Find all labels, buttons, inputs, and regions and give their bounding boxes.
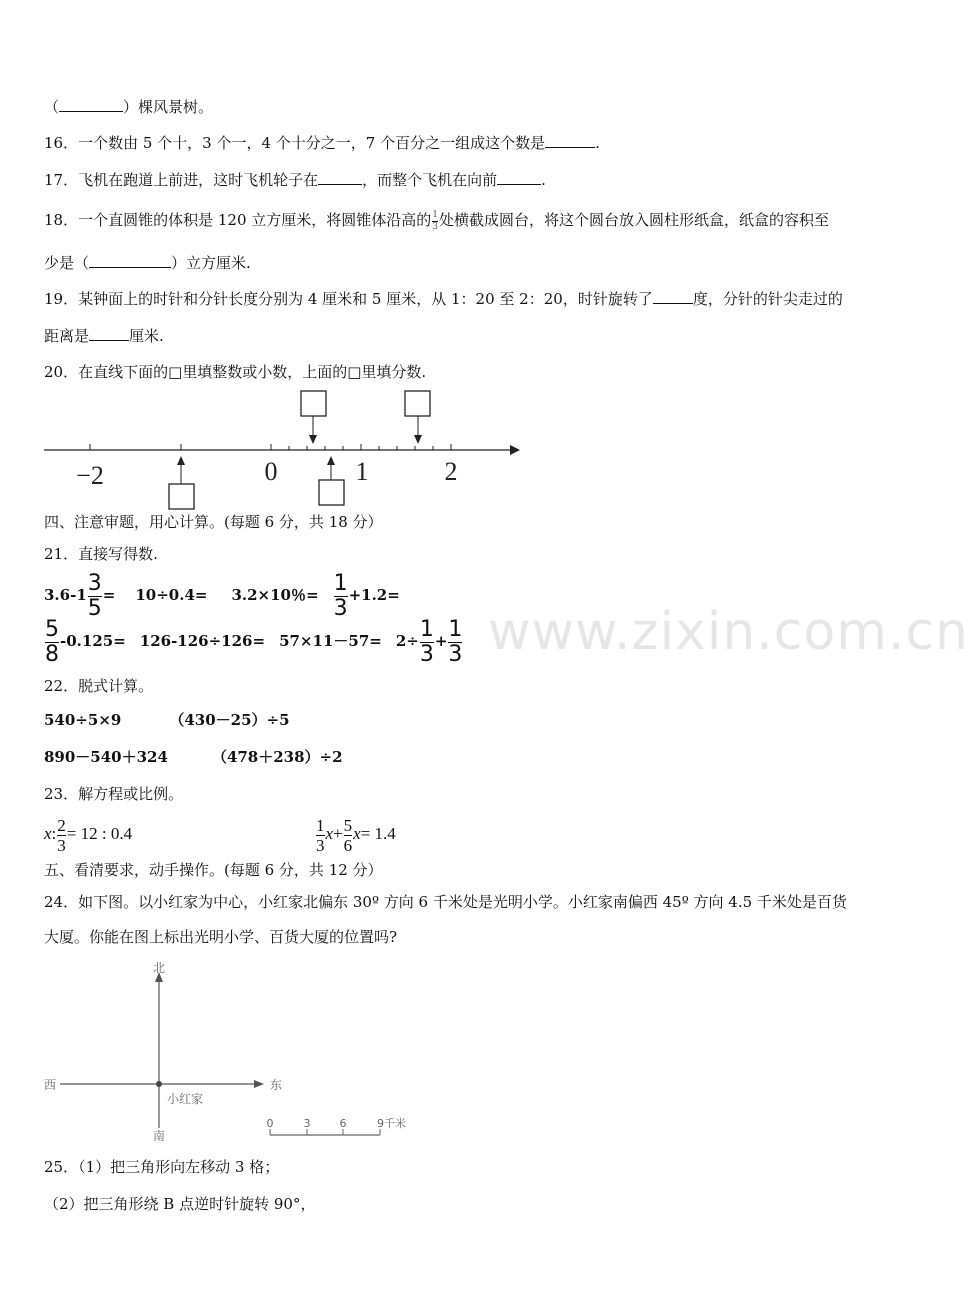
q21-r1-d-frac: [333, 570, 348, 621]
q17-blank-2[interactable]: [497, 170, 541, 185]
q21-r1-a-eq: =: [102, 586, 116, 604]
q25-line1: 25．（1）把三角形向左移动 3 格；: [44, 1158, 280, 1176]
question-23-title: [44, 784, 183, 804]
q17-end: .: [541, 171, 546, 189]
q21-r2-a-frac: [45, 616, 59, 667]
label-east: 东: [270, 1078, 283, 1092]
q15-open: （: [44, 98, 60, 116]
q23-eq2-frac-2: [344, 817, 353, 854]
question-21-title: [44, 544, 158, 564]
q23-eq2-plus: +: [333, 824, 343, 843]
q22-row-2: [44, 747, 343, 767]
q24-line1: 24．如下图。以小红家为中心，小红家北偏东 30º 方向 6 千米处是光明小学。小红家南偏西 45º 方向 4.5 千米处是百货: [44, 893, 847, 911]
center-point: [156, 1081, 162, 1087]
q22-title: 22．脱式计算。: [44, 677, 154, 695]
q16-text: 16．一个数由 5 个十，3 个一，4 个十分之一，7 个百分之一组成这个数是: [44, 134, 546, 152]
arrow-down-head-2: [414, 435, 422, 444]
watermark: www.zixin.com.cn: [488, 602, 969, 662]
q19-line2-a: 距离是: [44, 327, 90, 345]
question-19: [44, 289, 843, 309]
scale-label-3: 3: [303, 1117, 311, 1130]
q19-blank-1[interactable]: [653, 289, 693, 304]
q22-row-1: [44, 710, 290, 730]
q17-part2: ，而整个飞机在向前: [362, 171, 498, 189]
q18-part1: 18．一个直圆锥的体积是 120 立方厘米，将圆锥体沿高的: [44, 211, 432, 229]
q17-blank-1[interactable]: [318, 170, 362, 185]
q21-title: 21．直接写得数.: [44, 545, 158, 563]
q22-e4: （478＋238）÷2: [211, 748, 343, 766]
q23-eq1-colon: :: [51, 824, 57, 843]
q23-eq1-frac: [57, 817, 66, 854]
frac-den: 5: [87, 595, 102, 621]
q21-r1-a: 3.6-1: [44, 586, 87, 604]
q25-line2: （2）把三角形绕 B 点逆时针旋转 90°，: [44, 1195, 316, 1213]
q21-r2-d-pre: 2÷: [395, 632, 419, 650]
frac-den: 8: [45, 641, 59, 667]
question-24-line-1: [44, 892, 847, 912]
frac-num: 1: [448, 616, 463, 642]
frac-den: 3: [333, 595, 348, 621]
section-4-heading: [44, 512, 383, 532]
q23-eq2-x2: x: [353, 824, 361, 843]
east-arrowhead: [254, 1080, 264, 1088]
number-line-arrowhead: [510, 445, 520, 455]
q19-part2: 度，分针的针尖走过的: [692, 290, 843, 308]
q22-e3: 890－540＋324: [44, 748, 168, 766]
q18-part2: 处横截成圆台，将这个圆台放入圆柱形纸盒，纸盒的容积至: [439, 211, 830, 229]
frac-den: 3: [419, 641, 434, 667]
tick-label-1: 1: [355, 457, 369, 486]
q20-text: 20．在直线下面的□里填整数或小数，上面的□里填分数.: [44, 363, 427, 381]
question-19-line2: [44, 326, 164, 346]
q24-line2: 大厦。你能在图上标出光明小学、百货大厦的位置吗?: [44, 928, 398, 946]
q22-e1: 540÷5×9: [44, 711, 122, 729]
question-20: [44, 362, 426, 382]
question-25-line-2: [44, 1194, 315, 1214]
q21-r1-d-rest: +1.2=: [348, 586, 400, 604]
frac-num: 5: [343, 815, 353, 835]
section5-text: 五、看清要求，动手操作。(每题 6 分，共 12 分）: [44, 861, 383, 879]
q23-equation-1: [44, 812, 132, 856]
question-24-line-2: [44, 927, 397, 947]
number-line-figure: [40, 388, 530, 510]
label-north: 北: [152, 961, 166, 975]
q19-blank-2[interactable]: [89, 326, 129, 341]
label-center: 小红家: [167, 1092, 204, 1106]
question-25-line-1: [44, 1157, 279, 1177]
label-south: 南: [152, 1129, 166, 1143]
q23-eq2-frac-1: [316, 817, 325, 854]
answer-box-upper-1[interactable]: [301, 391, 326, 416]
q16-blank[interactable]: [545, 133, 595, 148]
frac-num: 5: [45, 616, 59, 642]
q21-row-2: [44, 616, 463, 667]
answer-box-lower-2[interactable]: [319, 480, 344, 505]
compass-figure: [40, 958, 440, 1142]
q21-r2-d-plus: +: [434, 632, 448, 650]
scale-label-9: 9千米: [377, 1117, 406, 1130]
q21-r1-c: 3.2×10％=: [231, 586, 319, 604]
question-22-title: [44, 676, 153, 696]
q21-row-1: [44, 570, 400, 621]
q23-eq2-x1: x: [325, 824, 334, 843]
arrow-up-head-2: [327, 456, 335, 465]
q18-line2-a: 少是（: [44, 254, 90, 272]
q23-eq2-rest: = 1.4: [360, 824, 396, 843]
answer-box-upper-2[interactable]: [405, 391, 430, 416]
q21-r2-d-frac-2: [448, 616, 463, 667]
section-5-heading: [44, 860, 383, 880]
arrow-up-head-1: [177, 456, 185, 465]
q18-line2-b: ）立方厘米.: [171, 254, 251, 272]
q15-blank[interactable]: [59, 97, 123, 112]
q21-r2-a-rest: -0.125=: [60, 632, 126, 650]
q15-close: ）棵风景树。: [123, 98, 214, 116]
frac-num: 2: [57, 815, 66, 835]
q18-blank[interactable]: [89, 253, 171, 268]
q18-frac-num: 1: [432, 209, 438, 220]
q18-fraction: [432, 211, 438, 232]
q21-r2-d-frac-1: [419, 616, 434, 667]
arrow-down-head-1: [309, 435, 317, 444]
q17-part1: 17．飞机在跑道上前进，这时飞机轮子在: [44, 171, 319, 189]
question-18: [44, 210, 829, 232]
q22-e2: （430－25）÷5: [169, 711, 290, 729]
q23-eq1-rest: = 12 : 0.4: [66, 824, 133, 843]
question-17: [44, 170, 546, 190]
q18-frac-den: 3: [432, 221, 438, 232]
question-18-line2: [44, 253, 251, 273]
frac-num: 3: [87, 570, 102, 596]
frac-num: 1: [316, 815, 325, 835]
frac-den: 3: [316, 835, 325, 855]
tick-label-minus-2: −2: [76, 461, 104, 490]
q21-r1-b: 10÷0.4=: [135, 586, 208, 604]
tick-label-2: 2: [444, 457, 458, 486]
q21-r2-b: 126-126÷126=: [139, 632, 266, 650]
tick-label-0: 0: [264, 457, 278, 486]
q19-part1: 19．某钟面上的时针和分针长度分别为 4 厘米和 5 厘米，从 1：20 至 2：20，时针旋转了: [44, 290, 653, 308]
scale-label-6: 6: [339, 1117, 347, 1130]
q16-end: .: [595, 134, 600, 152]
q15-tail: [44, 97, 213, 117]
question-16: [44, 133, 600, 153]
section4-text: 四、注意审题，用心计算。(每题 6 分，共 18 分）: [44, 513, 383, 531]
q23-eq1-x: x: [44, 824, 52, 843]
frac-den: 3: [448, 641, 463, 667]
label-west: 西: [44, 1078, 57, 1092]
q19-line2-b: 厘米.: [129, 327, 164, 345]
q21-r1-a-frac: [87, 570, 102, 621]
frac-num: 1: [419, 616, 434, 642]
q23-equation-2: [315, 812, 396, 856]
q21-r2-c: 57×11－57=: [279, 632, 382, 650]
scale-label-0: 0: [266, 1117, 274, 1130]
q23-title: 23．解方程或比例。: [44, 785, 184, 803]
frac-num: 1: [333, 570, 348, 596]
frac-den: 3: [57, 835, 66, 855]
frac-den: 6: [343, 835, 353, 855]
answer-box-lower-1[interactable]: [169, 484, 194, 509]
